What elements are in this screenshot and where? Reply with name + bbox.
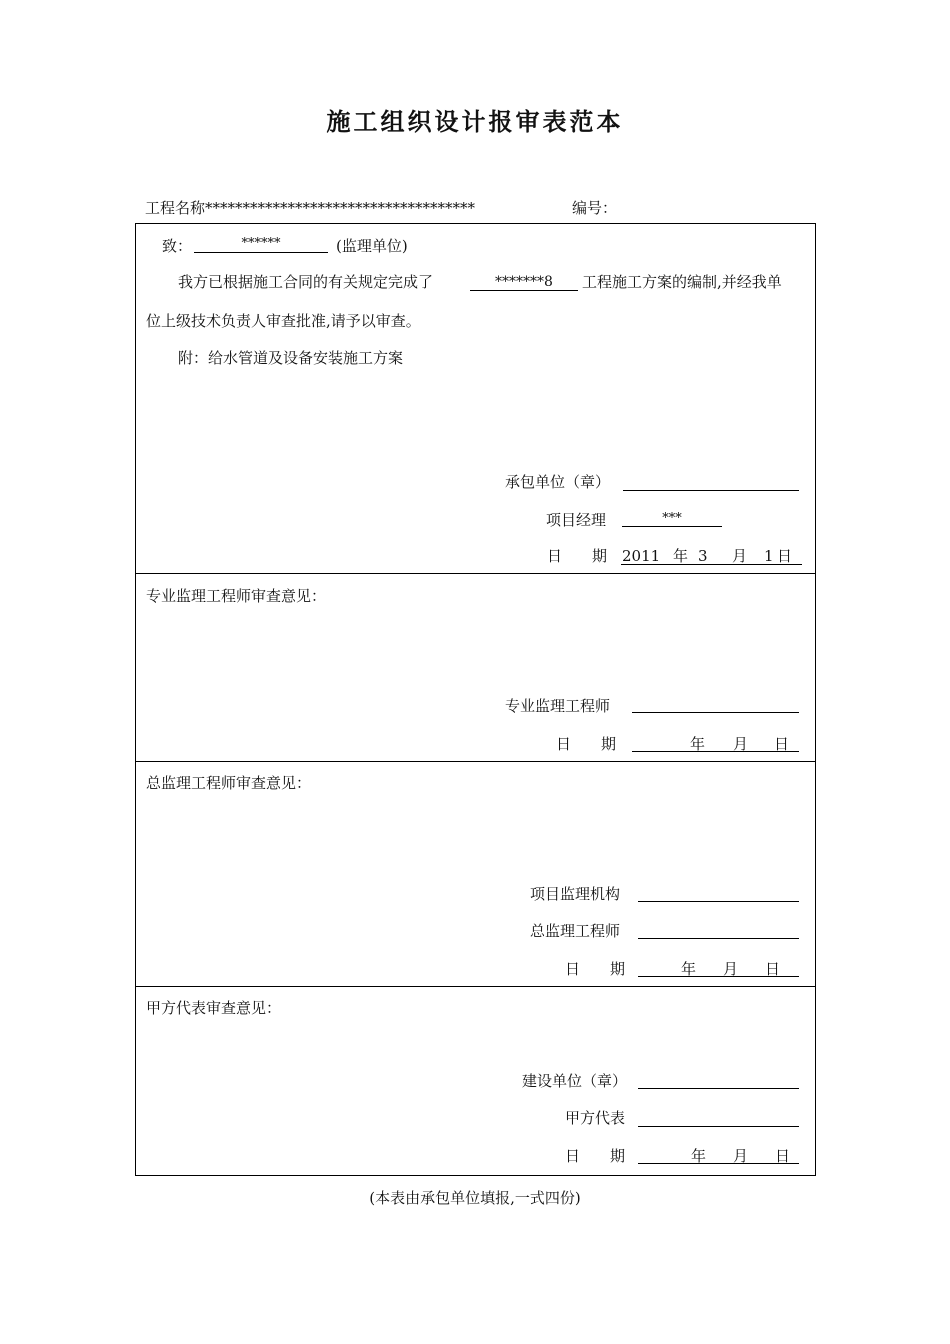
body-suffix: 工程施工方案的编制,并经我单 (582, 273, 782, 291)
specialist-engineer-label: 专业监理工程师 (505, 697, 611, 715)
chief-day-unit: 日 (765, 960, 781, 978)
owner-day-unit: 日 (775, 1147, 791, 1165)
chief-month-unit: 月 (723, 960, 739, 978)
manager-value: *** (662, 511, 682, 526)
supervisor-unit-name: ****** (241, 236, 281, 251)
builder-label: 建设单位（章） (522, 1072, 628, 1090)
specialist-year-unit: 年 (690, 735, 706, 753)
specialist-date-label: 日 期 (556, 735, 617, 753)
owner-year-unit: 年 (691, 1147, 707, 1165)
supervision-org-line (638, 901, 799, 902)
section-divider (136, 573, 815, 574)
project-fill: *******8 (495, 274, 553, 290)
section-divider (136, 986, 815, 987)
date-day-unit: 日 (777, 547, 793, 565)
builder-signature-line (638, 1088, 799, 1089)
chief-signature-line (638, 938, 799, 939)
date-day: 1 (764, 547, 774, 565)
number-label: 编号： (572, 199, 618, 217)
body-prefix: 我方已根据施工合同的有关规定完成了 (178, 273, 434, 291)
contractor-label: 承包单位（章） (505, 473, 611, 491)
manager-underline (622, 526, 722, 527)
specialist-signature-line (632, 712, 799, 713)
to-underline (194, 252, 328, 253)
chief-date-label: 日 期 (565, 960, 626, 978)
specialist-day-unit: 日 (774, 735, 790, 753)
to-prefix: 致： (162, 237, 193, 255)
contractor-signature-line (623, 490, 799, 491)
manager-label: 项目经理 (546, 511, 607, 529)
footer-note: (本表由承包单位填报,一式四份) (369, 1189, 581, 1207)
body-line-2: 位上级技术负责人审查批准,请予以审查。 (146, 312, 421, 330)
owner-month-unit: 月 (733, 1147, 749, 1165)
project-name-line: 工程名称************************************ (145, 199, 476, 217)
date-month: 3 (698, 547, 708, 565)
owner-date-label: 日 期 (565, 1147, 626, 1165)
owner-rep-label: 甲方代表 (565, 1109, 626, 1127)
date-year-unit: 年 (673, 547, 689, 565)
project-fill-underline (470, 290, 578, 291)
date-year: 2011 (622, 547, 661, 565)
owner-heading: 甲方代表审查意见： (146, 999, 282, 1017)
owner-rep-line (638, 1126, 799, 1127)
review-form-table (135, 223, 816, 1176)
section-divider (136, 761, 815, 762)
supervision-org-label: 项目监理机构 (530, 885, 621, 903)
specialist-heading: 专业监理工程师审查意见： (146, 587, 327, 605)
supervisor-unit-suffix: (监理单位) (336, 237, 408, 255)
chief-heading: 总监理工程师审查意见： (146, 774, 312, 792)
chief-engineer-label: 总监理工程师 (530, 922, 621, 940)
date-month-unit: 月 (732, 547, 748, 565)
date-label: 日 期 (547, 547, 608, 565)
attachment-line: 附：给水管道及设备安装施工方案 (178, 349, 404, 367)
document-title: 施工组织设计报审表范本 (326, 107, 624, 136)
specialist-month-unit: 月 (733, 735, 749, 753)
chief-year-unit: 年 (681, 960, 697, 978)
